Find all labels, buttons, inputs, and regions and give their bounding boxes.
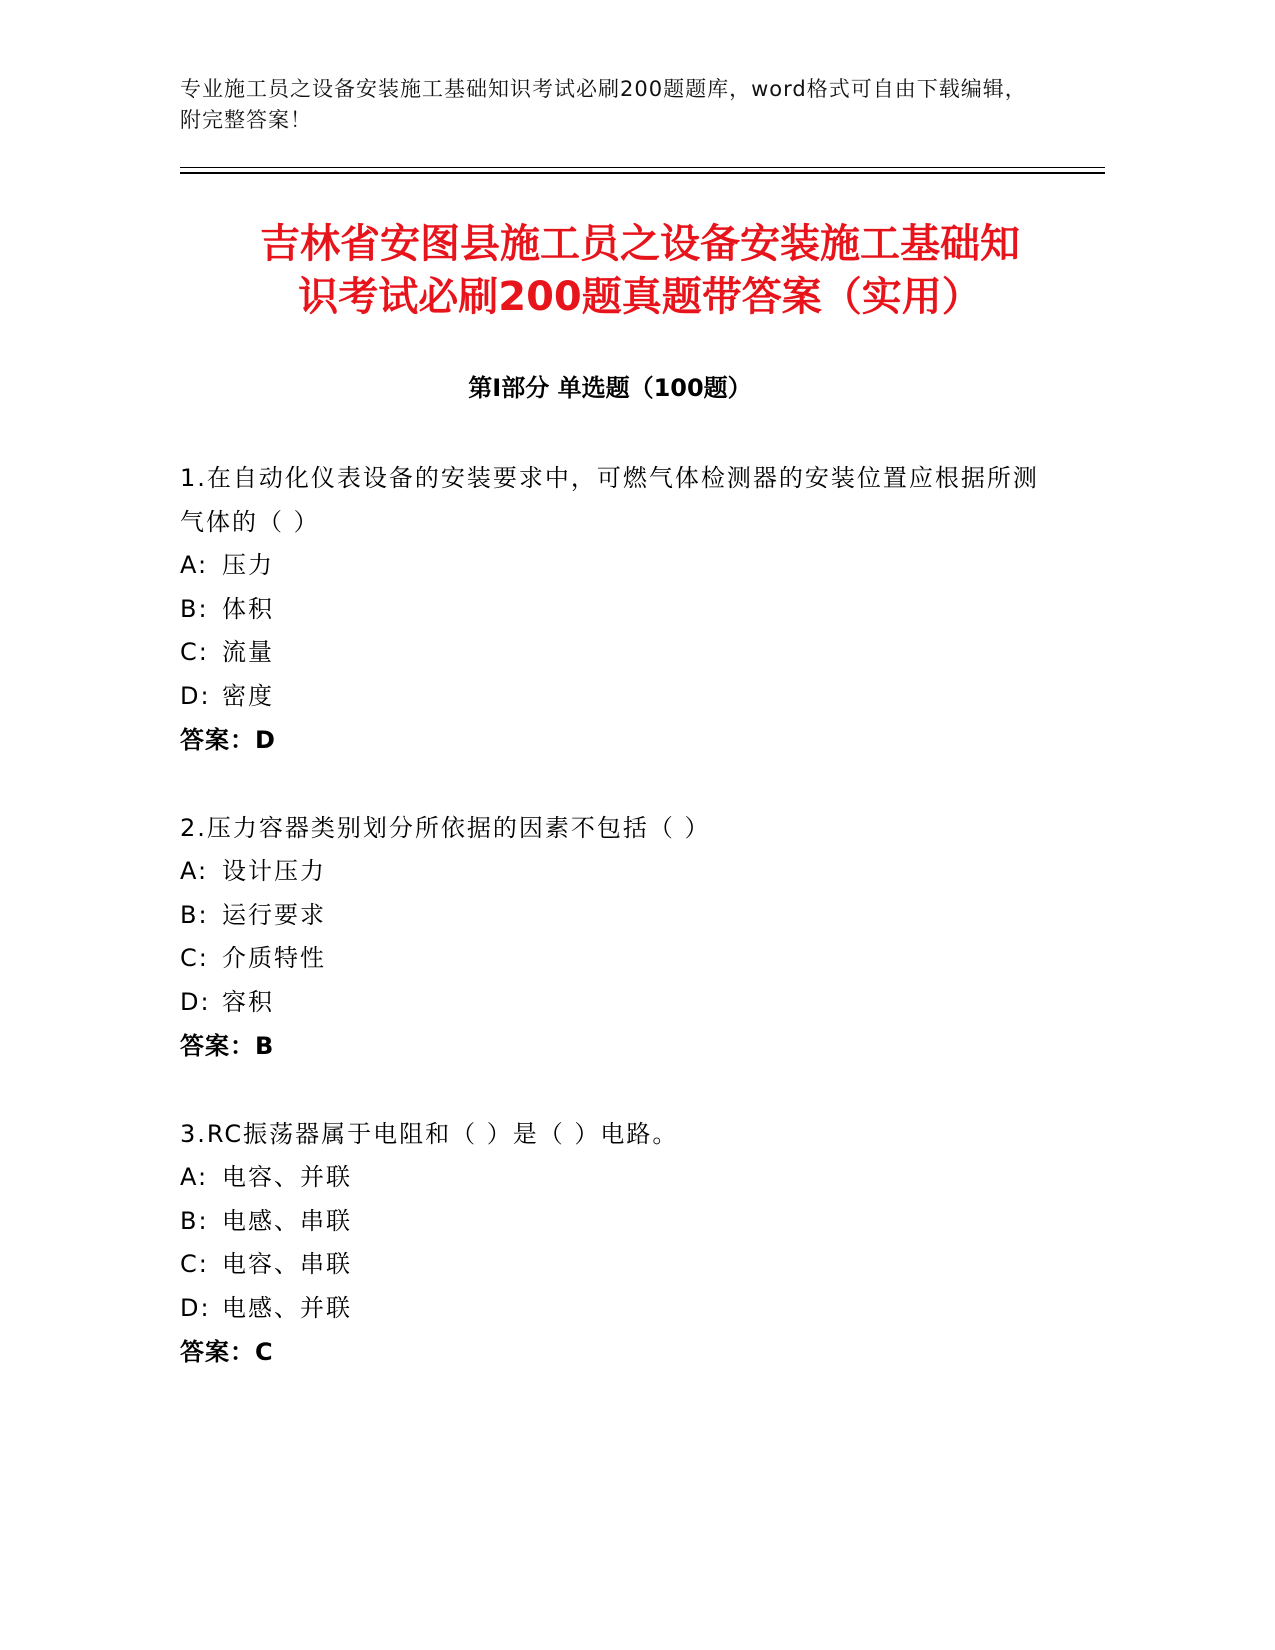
option-key: A:: [180, 857, 209, 885]
answer-label: 答案：D: [180, 726, 276, 754]
option-text: 容积: [222, 987, 274, 1016]
section-heading: 第Ⅰ部分 单选题（100题）: [468, 374, 752, 402]
option-b: [180, 1200, 1040, 1244]
option-text: 压力: [222, 551, 274, 579]
question-list: [180, 456, 1040, 1418]
option-d: [180, 1287, 1040, 1331]
option-a: [180, 1156, 1040, 1200]
option-c: [180, 937, 1040, 981]
option-key: C:: [180, 638, 209, 666]
option-text: 电容、并联: [222, 1163, 352, 1191]
option-text: 设计压力: [222, 857, 326, 885]
option-b: [180, 588, 1040, 632]
question-stem: 1.在自动化仪表设备的安装要求中，可燃气体检测器的安装位置应根据所测气体的（ ）: [180, 464, 1039, 536]
question-2: [180, 806, 1040, 1068]
option-b: [180, 894, 1040, 938]
header-divider-thin: [180, 167, 1105, 168]
option-d: [180, 675, 1040, 719]
option-key: A:: [180, 1163, 209, 1191]
option-key: D:: [180, 987, 211, 1016]
option-text: 介质特性: [222, 944, 326, 972]
option-key: C:: [180, 1250, 209, 1278]
answer-label: 答案：B: [180, 1032, 275, 1060]
option-d: [180, 981, 1040, 1025]
option-key: D:: [180, 1293, 211, 1322]
option-key: C:: [180, 944, 209, 972]
document-title-line-2: 识考试必刷200题真题带答案（实用）: [298, 274, 982, 320]
option-text: 体积: [222, 594, 274, 623]
header-note: 专业施工员之设备安装施工基础知识考试必刷200题题库，word格式可自由下载编辑，附完整答案！: [180, 77, 1027, 132]
option-key: D:: [180, 681, 211, 710]
header-divider-thick: [180, 172, 1105, 174]
option-text: 密度: [222, 681, 274, 710]
document-title: [150, 218, 1130, 324]
option-a: [180, 850, 1040, 894]
option-a: [180, 544, 1040, 588]
question-3: [180, 1112, 1040, 1374]
option-c: [180, 631, 1040, 675]
option-text: 电感、串联: [222, 1206, 352, 1235]
answer-label: 答案：C: [180, 1338, 274, 1366]
option-text: 流量: [222, 638, 274, 666]
option-text: 电感、并联: [222, 1293, 352, 1322]
option-key: A:: [180, 551, 209, 579]
option-c: [180, 1243, 1040, 1287]
question-stem: 3.RC振荡器属于电阻和（ ）是（ ）电路。: [180, 1120, 679, 1148]
question-stem: 2.压力容器类别划分所依据的因素不包括（ ）: [180, 814, 711, 842]
option-text: 电容、串联: [222, 1250, 352, 1278]
document-title-line-1: 吉林省安图县施工员之设备安装施工基础知: [260, 221, 1020, 267]
option-key: B:: [180, 594, 209, 623]
option-text: 运行要求: [222, 900, 326, 929]
question-1: [180, 456, 1040, 762]
option-key: B:: [180, 900, 209, 929]
option-key: B:: [180, 1206, 209, 1235]
